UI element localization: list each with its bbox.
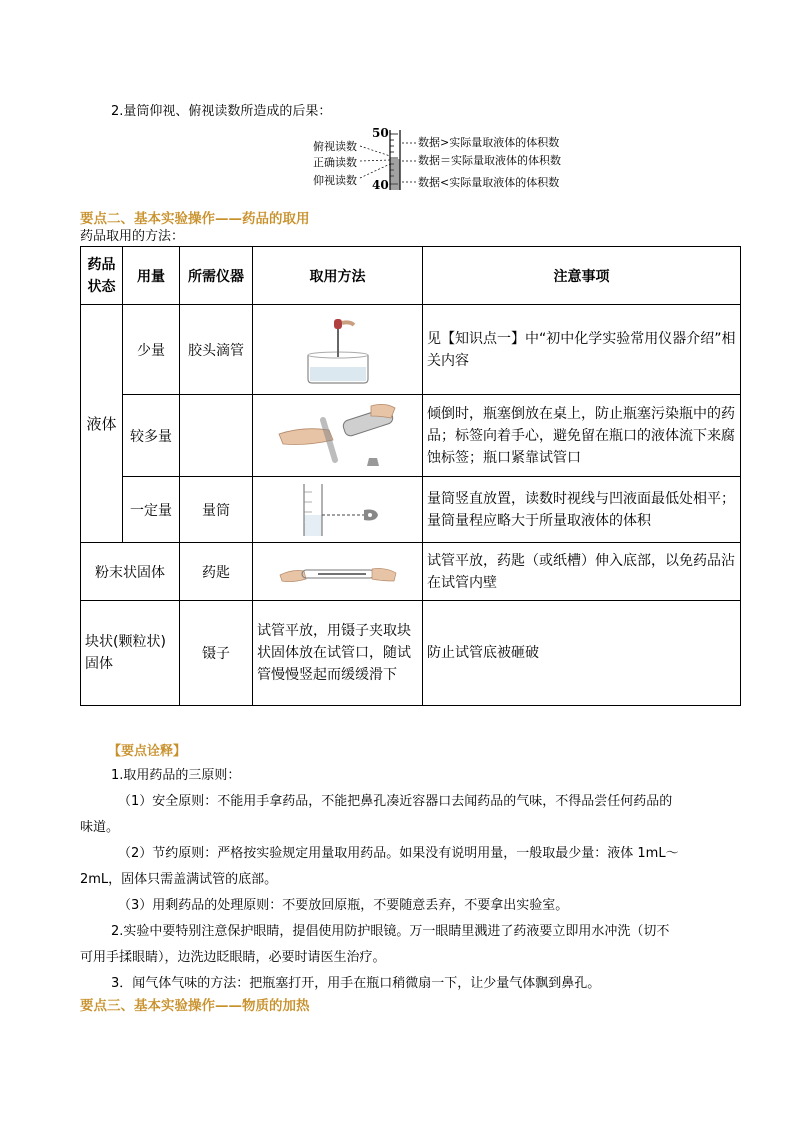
reagent-handling-table [80,246,741,706]
graduated-cylinder-icon [278,482,398,538]
note-item1-b: （2）节约原则：严格按实验规定用量取用药品。如果没有说明用量，一般取最少量：液体 1mL～ [118,846,679,861]
instrument-cell: 胶头滴管 [180,305,253,395]
instrument-cell: 镊子 [180,601,253,706]
table-row [81,477,741,543]
header-instrument: 所需仪器 [180,247,253,305]
note-item1-a-cont: 味道。 [80,820,120,835]
note-item1-a: （1）安全原则：不能用手拿药品，不能把鼻孔凑近容器口去闻药品的气味，不得品尝任何药品的 [118,794,673,809]
result-equal: 数据＝实际量取液体的体积数 [418,154,561,167]
table-row [81,601,741,706]
instrument-cell [180,395,253,477]
table-header-row [81,247,741,305]
result-low: 数据<实际量取液体的体积数 [418,176,560,189]
section2-heading: 要点二、基本实验操作——药品的取用 [80,211,310,227]
section1-title: 2.量筒仰视、俯视读数所造成的后果： [111,104,332,119]
label-looking-up: 仰视读数 [313,174,357,187]
state-cell: 块状(颗粒状)固体 [81,601,180,706]
method-cell [253,543,423,601]
header-amount: 用量 [123,247,180,305]
note-item1-b-cont: 2mL，固体只需盖满试管的底部。 [80,872,278,887]
scale-bottom-label: 40 [372,178,389,192]
instrument-cell: 药匙 [180,543,253,601]
result-high: 数据>实际量取液体的体积数 [418,136,560,149]
dropper-icon [298,315,378,385]
method-cell [253,305,423,395]
notes-cell: 见【知识点一】中“初中化学实验常用仪器介绍”相关内容 [423,305,741,395]
note-item1-c: （3）用剩药品的处理原则：不要放回原瓶，不要随意丢弃，不要拿出实验室。 [118,898,569,913]
note-item2: 2.实验中要特别注意保护眼睛，提倡使用防护眼镜。万一眼睛里溅进了药液要立即用水冲洗（切不 [111,924,670,939]
instrument-cell: 量筒 [180,477,253,543]
section3-heading: 要点三、基本实验操作——物质的加热 [80,998,310,1014]
table-row [81,395,741,477]
state-cell: 粉末状固体 [81,543,180,601]
notes-cell: 量筒竖直放置，读数时视线与凹液面最低处相平；量筒量程应略大于所量取液体的体积 [423,477,741,543]
note-item2-cont: 可用手揉眼睛），边洗边眨眼睛，必要时请医生治疗。 [80,950,386,965]
cylinder-reading-figure [310,126,590,194]
amount-cell: 较多量 [123,395,180,477]
header-state: 药品状态 [81,247,123,305]
notes-cell: 防止试管底被砸破 [423,601,741,706]
notes-heading: 【要点诠释】 [108,744,187,759]
notes-cell: 倾倒时，瓶塞倒放在桌上，防止瓶塞污染瓶中的药品；标签向着手心，避免留在瓶口的液体流下来腐蚀标签；瓶口紧靠试管口 [423,395,741,477]
section2-intro: 药品取用的方法： [80,229,185,244]
amount-cell: 一定量 [123,477,180,543]
header-notes: 注意事项 [423,247,741,305]
pouring-icon [273,400,403,472]
note-item3: 3．闻气体气味的方法：把瓶塞打开，用手在瓶口稍微扇一下，让少量气体飘到鼻孔。 [111,976,601,991]
note-item1-title: 1.取用药品的三原则： [111,768,241,783]
method-cell [253,395,423,477]
liquid-state-cell: 液体 [81,305,123,543]
amount-cell: 少量 [123,305,180,395]
spatula-icon [278,557,398,587]
header-method: 取用方法 [253,247,423,305]
method-cell [253,477,423,543]
label-correct-reading: 正确读数 [313,156,357,169]
table-row [81,543,741,601]
table-row [81,305,741,395]
notes-cell: 试管平放，药匙（或纸槽）伸入底部，以免药品沾在试管内壁 [423,543,741,601]
scale-top-label: 50 [372,126,389,140]
label-looking-down: 俯视读数 [313,140,357,153]
method-cell: 试管平放，用镊子夹取块状固体放在试管口，随试管慢慢竖起而缓缓滑下 [253,601,423,706]
